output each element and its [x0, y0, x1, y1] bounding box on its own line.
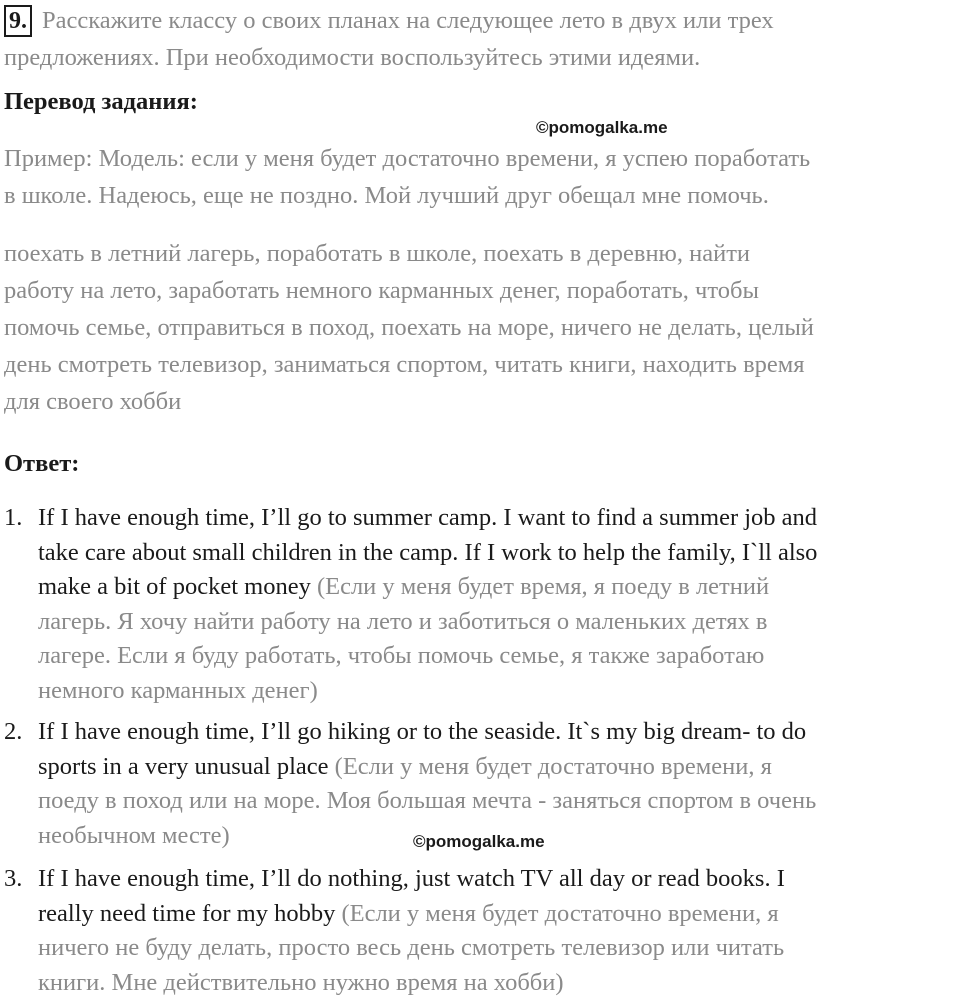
answer-heading: Ответ:	[4, 450, 80, 477]
answer-number: 3.	[4, 865, 23, 892]
watermark-top: ©pomogalka.me	[536, 118, 668, 137]
answer-number: 2.	[4, 718, 23, 745]
answer-item	[4, 862, 960, 1000]
ideas-text	[4, 235, 960, 420]
answer-ru-text: книги. Мне действительно нужно время на хобби)	[38, 968, 564, 996]
ideas-line: день смотреть телевизор, заниматься спортом, читать книги, находить время	[4, 351, 805, 378]
answer-en-text: If I have enough time, I’ll go hiking or to the seaside. It`s my big dream- to do	[38, 718, 807, 745]
task-line: Расскажите классу о своих планах на следующее лето в двух или трех	[42, 7, 774, 34]
answer-en-text: If I have enough time, I’ll go to summer camp. I want to find a summer job and	[38, 504, 818, 531]
answer-ru-text: (Если у меня будет достаточно времени, я	[328, 752, 772, 780]
answer-en-text: If I have enough time, I’ll do nothing, just watch TV all day or read books. I	[38, 865, 785, 892]
example-text	[4, 140, 960, 214]
translation-heading: Перевод задания:	[4, 88, 198, 115]
answer-ru-text: лагере. Если я буду работать, чтобы помочь семье, я также заработаю	[38, 642, 765, 669]
ideas-line: помочь семье, отправиться в поход, поехать на море, ничего не делать, целый	[4, 314, 814, 341]
answer-ru-text: необычном месте)	[38, 821, 230, 849]
answer-ru-text: лагерь. Я хочу найти работу на лето и заботиться о маленьких детях в	[38, 607, 768, 635]
answer-ru-text: поеду в поход или на море. Моя большая мечта - заняться спортом в очень	[38, 787, 817, 814]
task-line: предложениях. При необходимости воспользуйтесь этими идеями.	[4, 44, 701, 71]
answer-ru-text: ничего не буду делать, просто весь день смотреть телевизор или читать	[38, 934, 785, 961]
example-line: в школе. Надеюсь, еще не поздно. Мой лучший друг обещал мне помочь.	[4, 182, 769, 209]
ideas-line: работу на лето, заработать немного карманных денег, поработать, чтобы	[4, 277, 759, 304]
answer-en-text: take care about small children in the camp. If I work to help the family, I`ll also	[38, 538, 818, 566]
example-line: Пример: Модель: если у меня будет достаточно времени, я успею поработать	[4, 145, 811, 172]
answer-number: 1.	[4, 504, 23, 531]
answer-item	[4, 501, 960, 708]
answer-en-text: make a bit of pocket money	[38, 573, 311, 600]
task-number: 9.	[4, 5, 32, 37]
answer-ru-text: (Если у меня будет время, я поеду в летний	[310, 573, 770, 600]
ideas-line: поехать в летний лагерь, поработать в школе, поехать в деревню, найти	[4, 240, 751, 267]
answer-ru-text: (Если у меня будет достаточно времени, я	[335, 899, 779, 927]
answer-en-text: sports in a very unusual place	[38, 752, 329, 780]
ideas-line: для своего хобби	[4, 388, 182, 415]
watermark-bottom: ©pomogalka.me	[413, 832, 545, 851]
answer-en-text: really need time for my hobby	[38, 899, 336, 927]
task-text	[4, 2, 960, 76]
answer-ru-text: немного карманных денег)	[38, 676, 318, 704]
